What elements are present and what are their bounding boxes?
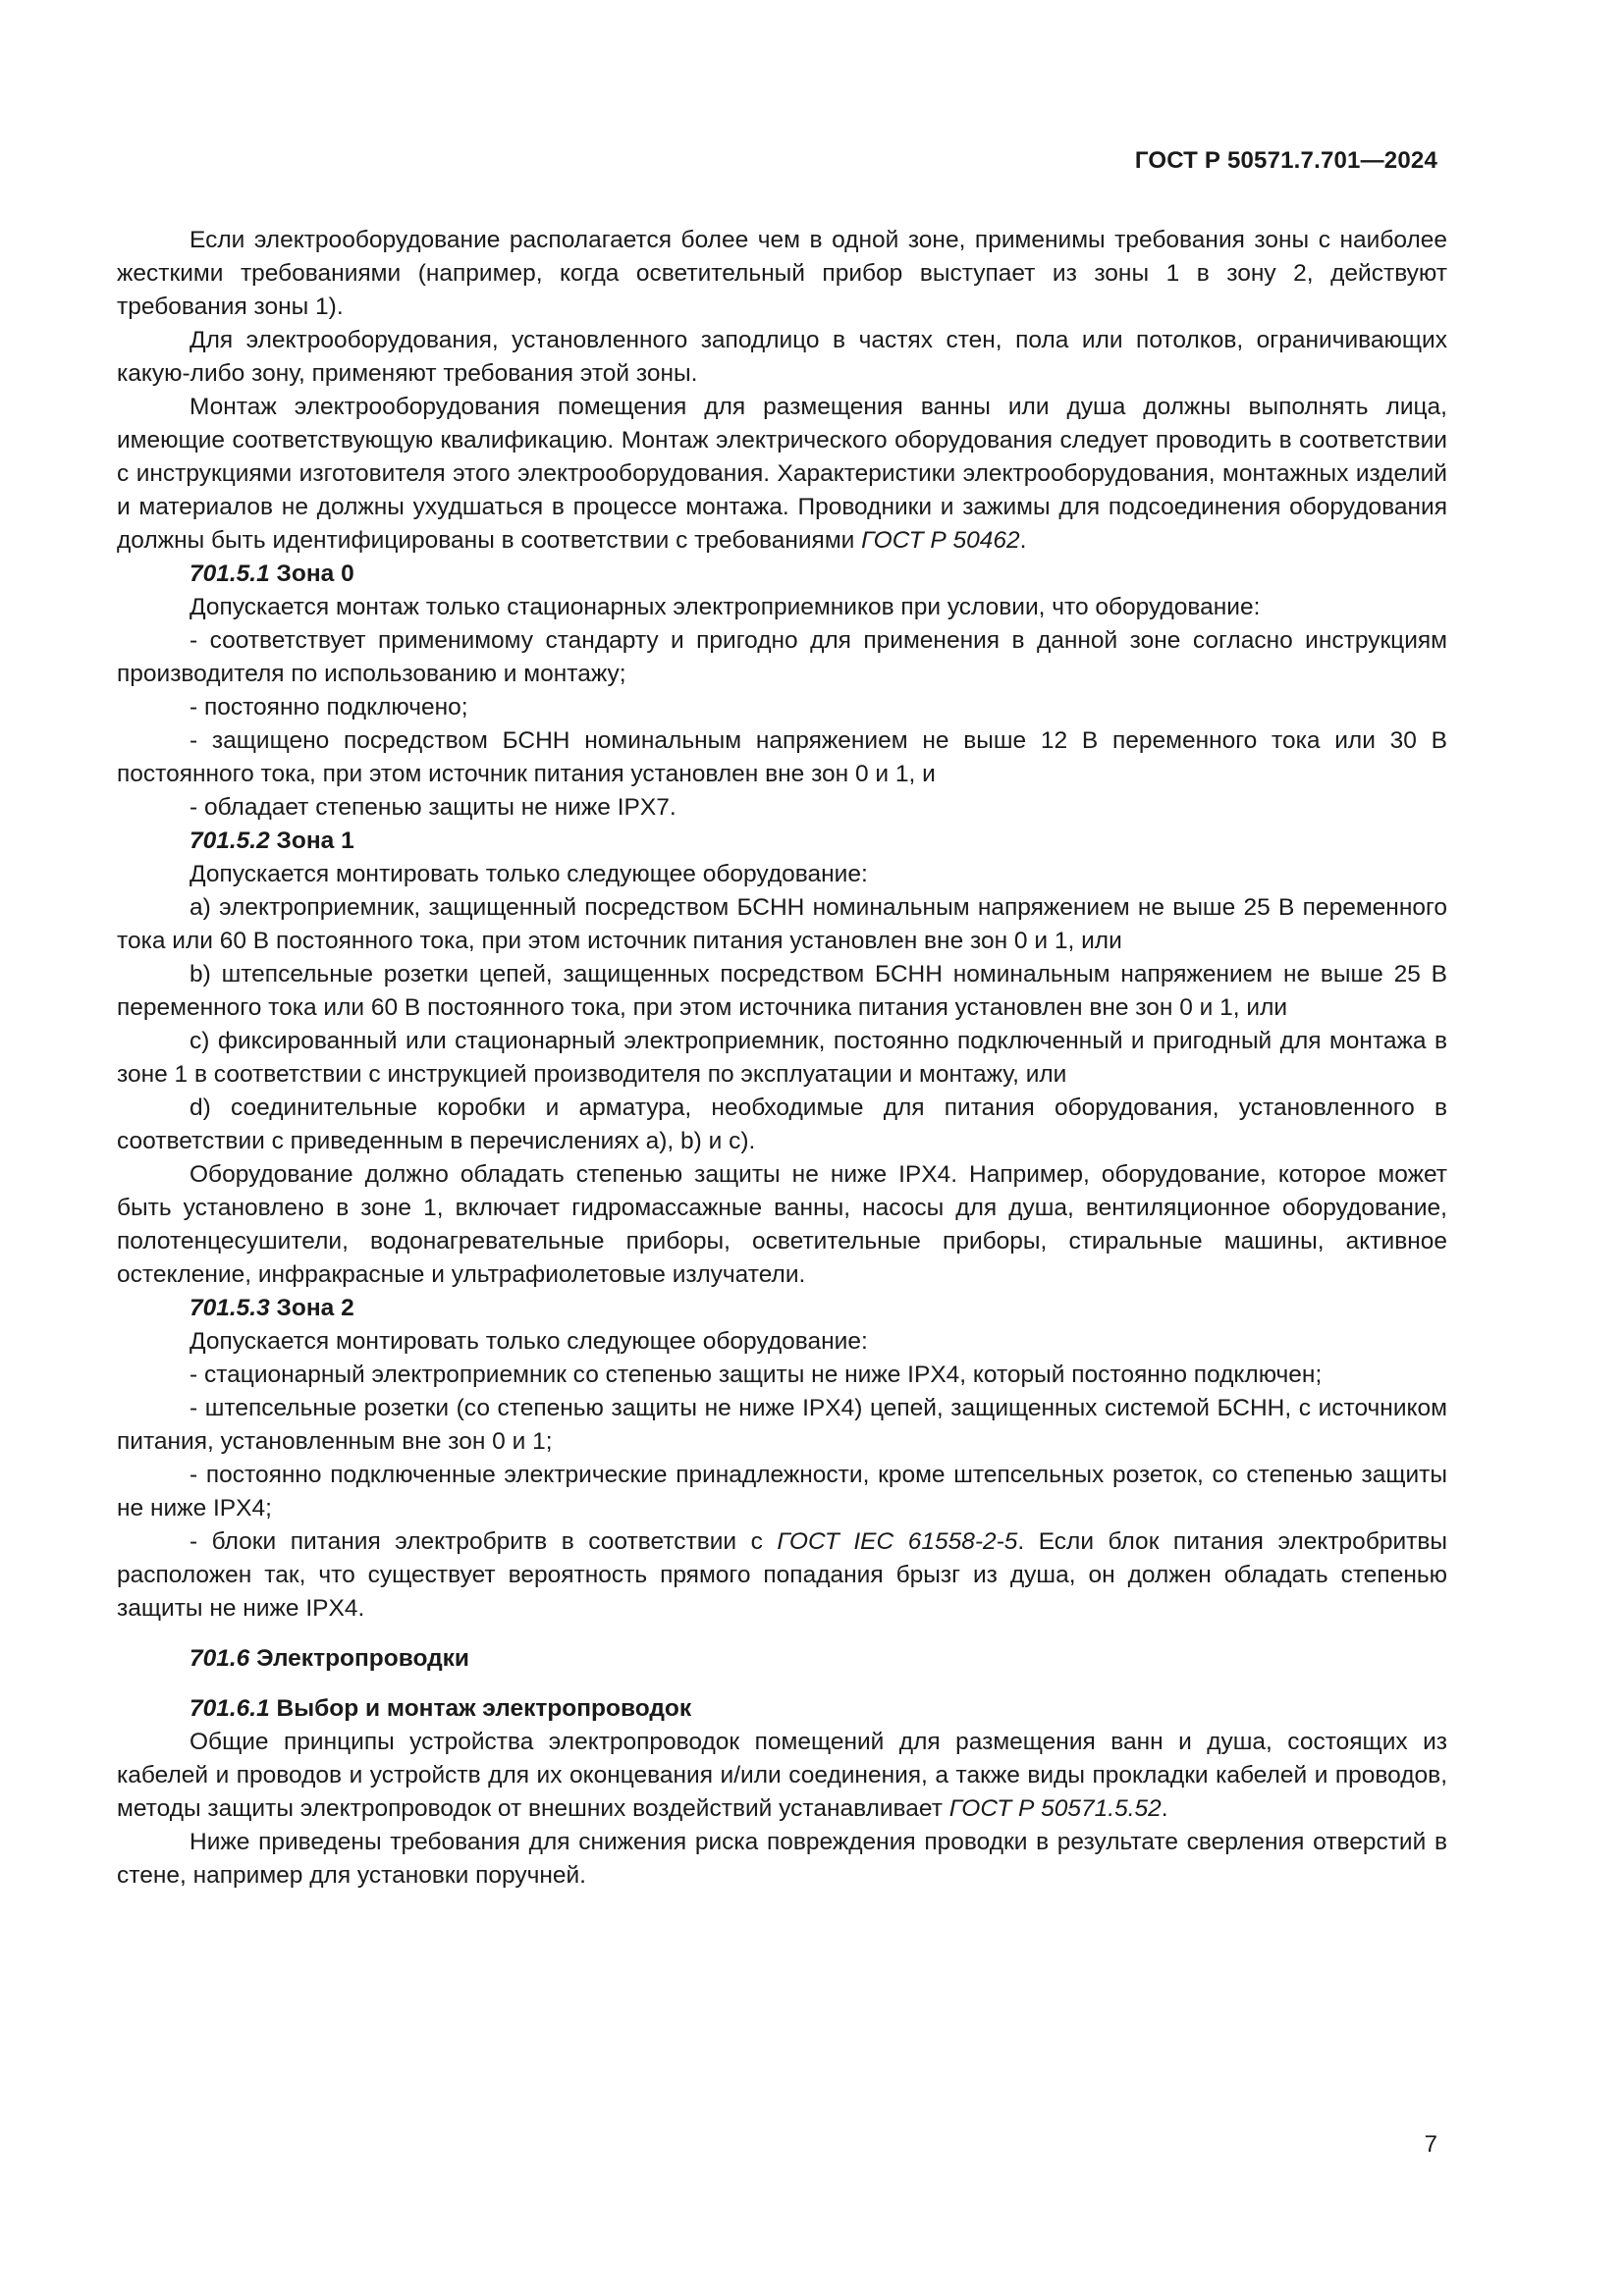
section-heading-zone-1 bbox=[117, 825, 1447, 858]
section-heading-wiring-selection bbox=[117, 1692, 1447, 1726]
section-number: 701.5.2 bbox=[189, 828, 270, 854]
list-item: - защищено посредством БСНН номинальным напряжением не выше 12 В переменного тока или 30 В постоянного тока, при этом источник питания установлен вне зон 0 и 1, и bbox=[117, 727, 1447, 787]
paragraph-text: Общие принципы устройства электропроводок помещений для размещения ванн и душа, состоящих из кабелей и проводов и устройств для их оконцевания и/или соединения, а также виды прокладки кабелей и проводов, методы защиты электропроводок от внешних воздействий устанавливает bbox=[117, 1729, 1447, 1822]
paragraph-text: Монтаж электрооборудования помещения для размещения ванны или душа должны выполнять лица, имеющие соответствующую квалификацию. Монтаж электрического оборудования следует проводить в соответствии с инструкциями изготовителя этого электрооборудования. Характеристики электрооборудования, монтажных изделий и материалов не должны ухудшаться в процессе монтажа. Проводники и зажимы для подсоединения оборудования должны быть идентифицированы в соответствии с требованиями bbox=[117, 394, 1447, 554]
section-title: Зона 2 bbox=[269, 1295, 354, 1321]
paragraph bbox=[117, 1726, 1447, 1826]
section-heading-zone-0 bbox=[117, 558, 1447, 591]
list-item: - постоянно подключенные электрические принадлежности, кроме штепсельных розеток, со степенью защиты не ниже IPX4; bbox=[117, 1462, 1447, 1522]
paragraph bbox=[117, 391, 1447, 558]
standard-reference: ГОСТ Р 50462 bbox=[861, 527, 1020, 554]
list-item: - стационарный электроприемник со степенью защиты не ниже IPX4, который постоянно подключен; bbox=[189, 1362, 1323, 1388]
list-item-text: . Если блок питания электробритвы расположен так, что существует вероятность прямого попадания брызг из душа, он должен обладать степенью защиты не ниже IPX4. bbox=[117, 1528, 1448, 1622]
section-title: Зона 0 bbox=[269, 561, 354, 587]
document-body bbox=[117, 224, 1447, 1893]
section-number: 701.5.1 bbox=[189, 561, 270, 587]
paragraph: Допускается монтировать только следующее оборудование: bbox=[189, 861, 868, 887]
section-title: Выбор и монтаж электропроводок bbox=[269, 1695, 692, 1722]
document-code-header: ГОСТ Р 50571.7.701—2024 bbox=[1134, 147, 1437, 174]
list-item: - соответствует применимому стандарту и пригодно для применения в данной зоне согласно инструкциям производителя по использованию и монтажу; bbox=[117, 627, 1447, 687]
paragraph: Для электрооборудования, установленного заподлицо в частях стен, пола или потолков, ограничивающих какую-либо зону, применяют требования этой зоны. bbox=[117, 327, 1447, 387]
page-number: 7 bbox=[1424, 2131, 1437, 2158]
paragraph: Если электрооборудование располагается более чем в одной зоне, применимы требования зоны с наиболее жесткими требованиями (например, когда осветительный прибор выступает из зоны 1 в зону 2, действуют требования зоны 1). bbox=[117, 227, 1447, 320]
section-number: 701.6.1 bbox=[189, 1695, 270, 1722]
list-item: - обладает степенью защиты не ниже IPX7. bbox=[189, 794, 677, 821]
list-item: a) электроприемник, защищенный посредством БСНН номинальным напряжением не выше 25 В переменного тока или 60 В постоянного тока, при этом источник питания установлен вне зон 0 и 1, или bbox=[117, 894, 1447, 954]
paragraph-text: . bbox=[1019, 527, 1027, 554]
list-item-text: - блоки питания электробритв в соответствии с bbox=[189, 1528, 778, 1555]
section-number: 701.5.3 bbox=[189, 1295, 270, 1321]
paragraph-text: . bbox=[1161, 1795, 1168, 1822]
list-item: b) штепсельные розетки цепей, защищенных посредством БСНН номинальным напряжением не выше 25 В переменного тока или 60 В постоянного тока, при этом источника питания установлен вне зон 0 и 1, или bbox=[117, 961, 1447, 1021]
section-title: Электропроводки bbox=[249, 1645, 469, 1672]
paragraph: Допускается монтаж только стационарных электроприемников при условии, что оборудование: bbox=[189, 594, 1261, 620]
paragraph: Оборудование должно обладать степенью защиты не ниже IPX4. Например, оборудование, которое может быть установлено в зоне 1, включает гидромассажные ванны, насосы для душа, вентиляционное оборудование, полотенцесушители, водонагревательные приборы, осветительные приборы, стиральные машины, активное остекление, инфракрасные и ультрафиолетовые излучатели. bbox=[117, 1161, 1447, 1288]
list-item bbox=[117, 1525, 1447, 1626]
list-item: - штепсельные розетки (со степенью защиты не ниже IPX4) цепей, защищенных системой БСНН, с источником питания, установленным вне зон 0 и 1; bbox=[117, 1395, 1447, 1455]
section-heading-wiring bbox=[117, 1642, 1447, 1676]
standard-reference: ГОСТ IEC 61558-2-5 bbox=[777, 1528, 1018, 1555]
section-number: 701.6 bbox=[189, 1645, 250, 1672]
list-item: c) фиксированный или стационарный электроприемник, постоянно подключенный и пригодный для монтажа в зоне 1 в соответствии с инструкцией производителя по эксплуатации и монтажу, или bbox=[117, 1028, 1447, 1088]
paragraph: Допускается монтировать только следующее оборудование: bbox=[189, 1328, 868, 1355]
section-heading-zone-2 bbox=[117, 1292, 1447, 1325]
standard-reference: ГОСТ Р 50571.5.52 bbox=[948, 1795, 1162, 1822]
list-item: - постоянно подключено; bbox=[189, 694, 468, 721]
paragraph: Ниже приведены требования для снижения риска повреждения проводки в результате сверления отверстий в стене, например для установки поручней. bbox=[117, 1829, 1447, 1889]
list-item: d) соединительные коробки и арматура, необходимые для питания оборудования, установленного в соответствии с приведенным в перечислениях a), b) и c). bbox=[117, 1095, 1447, 1154]
section-title: Зона 1 bbox=[269, 828, 354, 854]
